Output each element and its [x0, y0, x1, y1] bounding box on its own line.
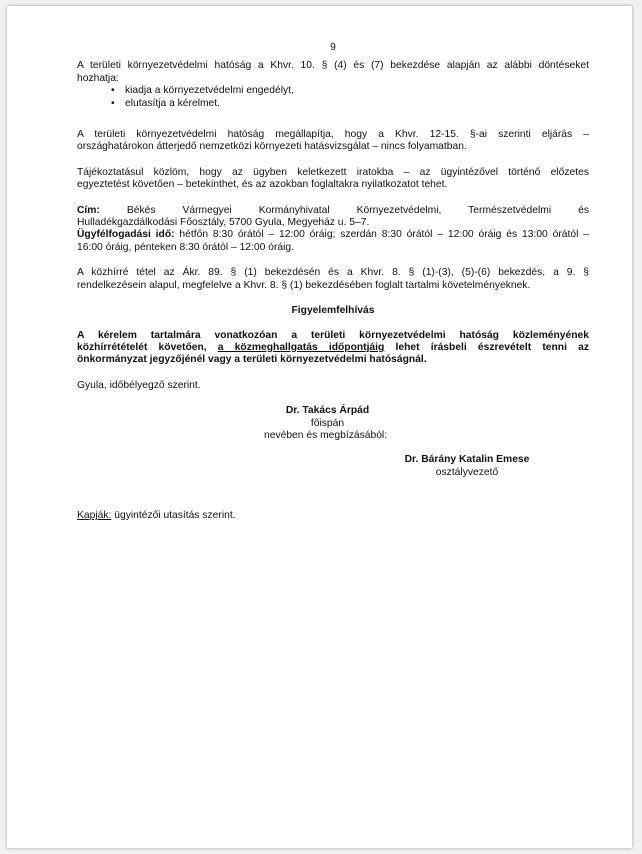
list-item: • kiadja a környezetvédelmi engedélyt, — [115, 85, 589, 97]
office-hours-label: Ügyfélfogadási idő: — [77, 229, 175, 241]
signatory-name: Dr. Takács Árpád — [285, 405, 370, 417]
address-line2: Hulladékgazdálkodási Főosztály, 5700 Gyula, Megyeház u. 5–7. — [77, 217, 370, 229]
signature-block-2-name — [77, 454, 589, 466]
signature-block-1-name — [77, 405, 589, 417]
transboundary-paragraph-line1: A területi környezetvédelmi hatóság megállapítja, hogy a Khvr. 12-15. §-ai szerinti eljárás – — [77, 129, 589, 141]
inspection-paragraph-line2: egyeztetést követően – betekinthet, és az azokban foglaltakra nyilatkozatot tehet. — [77, 179, 448, 191]
signatory-name: Dr. Bárány Katalin Emese — [404, 454, 530, 466]
office-hours-text: hétfőn 8:30 órától – 12:00 óráig; szerdán 8:30 órától – 12:00 óráig és 13:00 órától – — [179, 229, 589, 241]
place-and-date: Gyula, időbélyegző szerint. — [77, 379, 201, 391]
page-number: 9 — [330, 42, 336, 53]
decision-paragraph-line2: hozhatja: — [77, 72, 119, 84]
document-page — [7, 6, 632, 848]
legal-basis-line2: rendelkezésein alapul, megfelelve a Khvr. 8. § (1) bekezdésében foglalt tartalmi követelményeknek. — [77, 279, 531, 291]
address-line1 — [77, 205, 589, 217]
legal-basis-line1: A közhírré tétel az Ákr. 89. § (1) bekezdésén és a Khvr. 8. § (1)-(3), (5)-(6) bekezdés, a 9. § — [77, 267, 589, 279]
notice-heading: Figyelemfelhívás — [291, 305, 375, 317]
page-content — [77, 42, 589, 523]
signature-block-2-title — [77, 467, 589, 479]
signatory-title: osztályvezető — [435, 466, 499, 478]
notice-line2-start: közhírrétételét követően, — [77, 341, 207, 353]
notice-line3: önkormányzat jegyzőjénél vagy a területi környezetvédelmi hatóságnál. — [77, 354, 427, 366]
signature-block-1-title — [77, 418, 589, 430]
list-item: • elutasítja a kérelmet. — [115, 98, 589, 110]
office-hours-line2: 16:00 óráig, pénteken 8:30 órától – 12:00 óráig. — [77, 241, 294, 253]
address-label: Cím: — [77, 204, 100, 216]
notice-line1: A kérelem tartalmára vonatkozóan a területi környezetvédelmi hatóság közleményének — [77, 329, 589, 341]
public-hearing-deadline: a közmeghallgatás időpontjáig — [217, 341, 385, 353]
recipients-text: ügyintézői utasítás szerint. — [114, 510, 236, 522]
notice-line2-end: lehet írásbeli észrevételt tenni az — [395, 341, 589, 353]
on-behalf-text: nevében és megbízásából: — [264, 429, 388, 441]
decision-paragraph-line1: A területi környezetvédelmi hatóság a Khvr. 10. § (4) és (7) bekezdése alapján az alábbi döntéseket — [77, 60, 589, 72]
address-text: Békés Vármegyei Kormányhivatal Környezetvédelmi, Természetvédelmi és — [126, 204, 589, 216]
transboundary-paragraph-line2: országhatárokon átterjedő nemzetközi környezeti hatásvizsgálat – nincs folyamatban. — [77, 141, 467, 153]
notice-line2 — [77, 342, 589, 354]
decision-options-list — [77, 85, 589, 110]
inspection-paragraph-line1: Tájékoztatásul közlöm, hogy az ügyben keletkezett iratokba – az ügyintézővel történő előzetes — [77, 166, 589, 178]
office-hours-line1 — [77, 229, 589, 241]
signature-block-1-onbehalf — [77, 430, 589, 442]
recipients-label: Kapják: — [77, 510, 112, 522]
recipients-line — [77, 510, 589, 522]
signatory-title: főispán — [310, 417, 345, 429]
